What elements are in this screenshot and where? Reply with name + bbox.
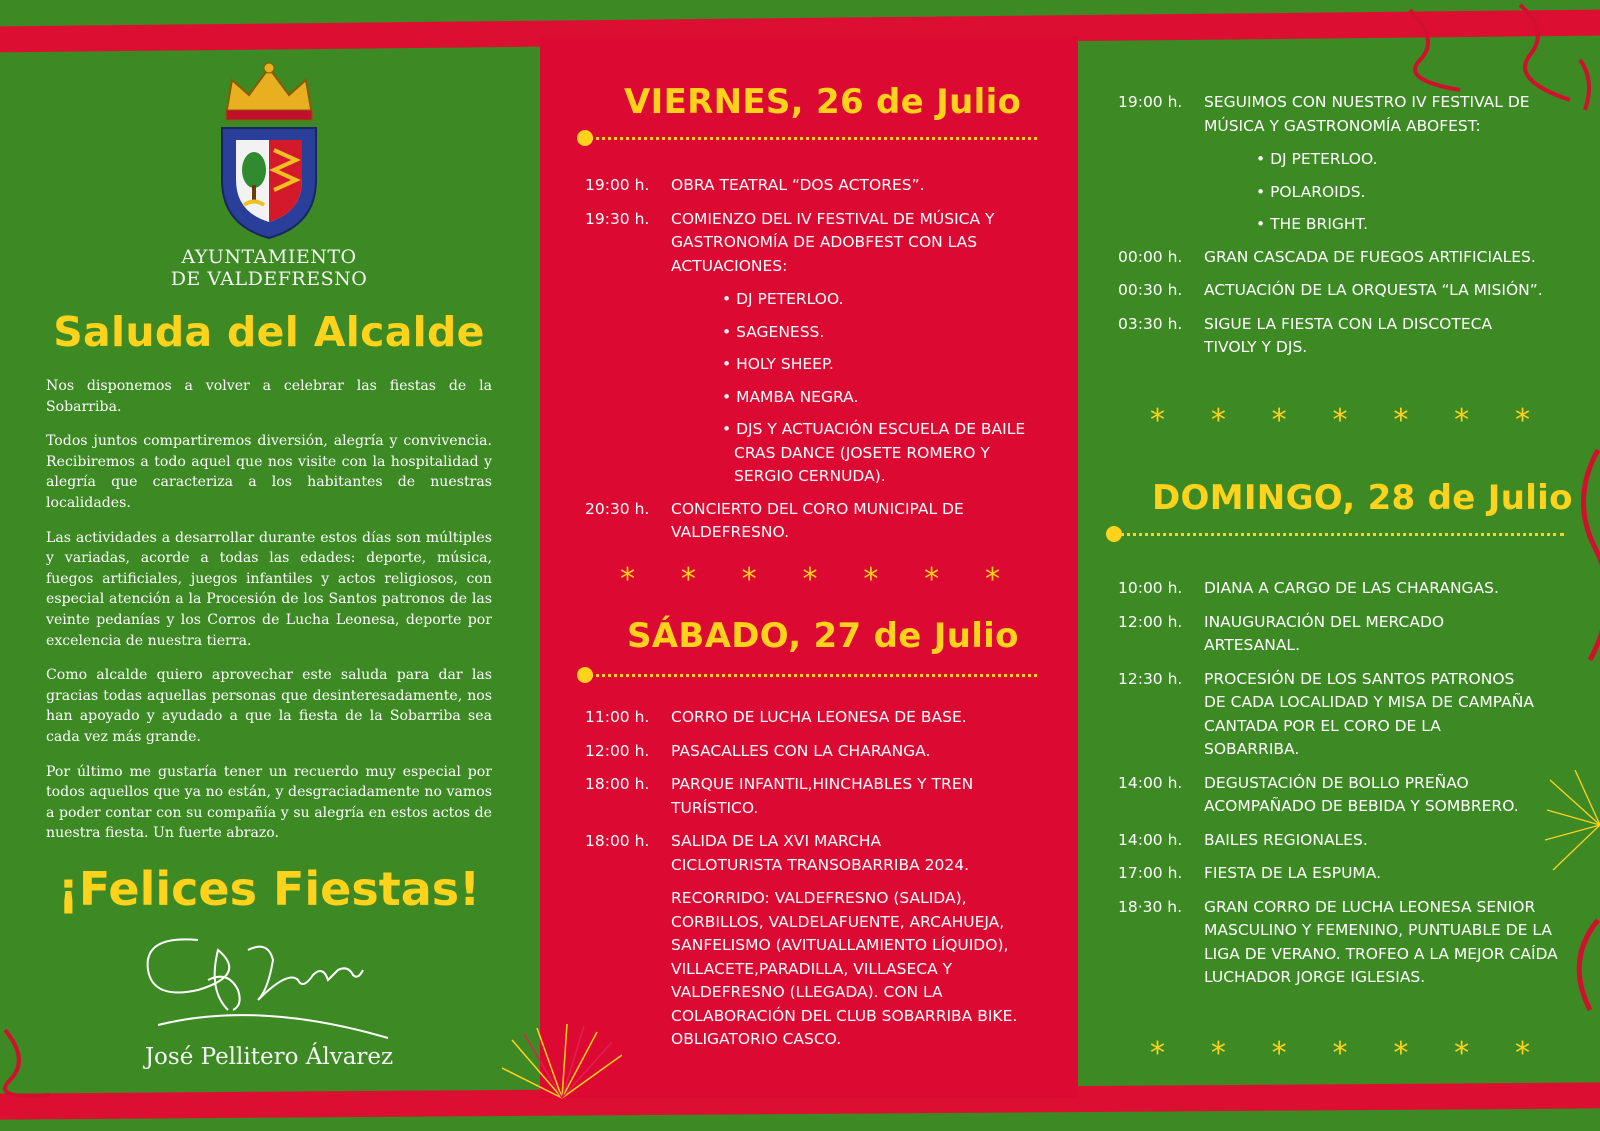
act-item: • SAGENESS. (722, 322, 825, 341)
act-item: • DJS Y ACTUACIÓN ESCUELA DE BAILE CRAS DANCE (JOSETE ROMERO Y SERGIO CERNUDA). (722, 420, 1026, 485)
event-description: SEGUIMOS CON NUESTRO IV FESTIVAL DE MÚSICA Y GASTRONOMÍA ABOFEST: (1204, 93, 1530, 135)
star-icon: * (802, 562, 818, 597)
star-divider-3 (1150, 1036, 1530, 1071)
event-time: 11:00 h. (585, 708, 650, 726)
event-description: GRAN CASCADA DE FUEGOS ARTIFICIALES. (1204, 247, 1536, 266)
greeting-title: Saluda del Alcalde (53, 308, 485, 356)
greeting-paragraph-5: Por último me gustaría tener un recuerdo muy especial por todos aquellos que ya no están, y desgraciadamente no vamos a poder contar con su compañía y su alegría en estos actos de nuestra fiesta. Un fuerte abrazo. (46, 763, 492, 842)
star-icon: * (924, 562, 940, 597)
star-divider-1 (620, 562, 1000, 597)
event-row (1118, 279, 1558, 303)
event-time: 10:00 h. (1118, 579, 1183, 597)
schedule-domingo (1118, 577, 1558, 1000)
event-row (1118, 611, 1558, 658)
event-description: FIESTA DE LA ESPUMA. (1204, 864, 1382, 882)
event-description: PASACALLES CON LA CHARANGA. (671, 741, 931, 760)
act-item: • POLAROIDS. (1256, 182, 1366, 201)
event-time: 19:00 h. (585, 176, 650, 194)
greeting-paragraph-1: Nos disponemos a volver a celebrar las fiestas de la Sobarriba. (46, 378, 492, 415)
event-row (585, 830, 1040, 877)
event-row (585, 498, 1040, 545)
event-description: DEGUSTACIÓN DE BOLLO PREÑAO ACOMPAÑADO DE BEBIDA Y SOMBRERO. (1204, 773, 1519, 815)
event-time: 03:30 h. (1118, 314, 1183, 333)
star-icon: * (863, 562, 879, 597)
event-description: INAUGURACIÓN DEL MERCADO ARTESANAL. (1204, 612, 1445, 654)
acts-list (722, 288, 1040, 489)
dot-icon (577, 667, 593, 683)
event-description: OBRA TEATRAL “DOS ACTORES”. (671, 176, 925, 194)
event-time: 12:00 h. (1118, 612, 1183, 631)
star-icon: * (620, 562, 635, 597)
streamer-right-icon (1560, 440, 1600, 1040)
star-icon: * (1332, 403, 1348, 438)
star-icon: * (1210, 403, 1226, 438)
star-icon: * (1271, 403, 1287, 438)
event-description: BAILES REGIONALES. (1204, 830, 1368, 849)
act-item: • HOLY SHEEP. (722, 355, 834, 373)
event-time: 12:30 h. (1118, 669, 1183, 688)
star-icon: * (1454, 1036, 1470, 1071)
event-description: SIGUE LA FIESTA CON LA DISCOTECA TIVOLY Y DJS. (1204, 314, 1493, 356)
event-time: 19:30 h. (585, 209, 650, 228)
act-item: • MAMBA NEGRA. (722, 387, 859, 406)
event-description: SALIDA DE LA XVI MARCHA CICLOTURISTA TRANSOBARRIBA 2024. (671, 832, 970, 874)
star-icon: * (1150, 403, 1165, 438)
event-row (1118, 862, 1558, 886)
felices-fiestas-heading: ¡Felices Fiestas! (57, 861, 481, 916)
greeting-paragraph-3: Las actividades a desarrollar durante estos días son múltiples y variadas, acorde a todas las edades: deporte, música, fuegos artificiales, juegos infantiles y actos religiosos, con especial atención a la Procesión de los Santos patronos de las veinte pedanías y los Corros de Lucha Leonesa, deporte por excelencia de nuestra tierra. (46, 529, 492, 649)
schedule-sabado-continued (1118, 91, 1558, 370)
star-icon: * (1514, 1036, 1530, 1071)
event-description: CORRO DE LUCHA LEONESA DE BASE. (671, 708, 967, 726)
event-row (1118, 829, 1558, 853)
star-icon: * (1332, 1036, 1348, 1071)
event-description: GRAN CORRO DE LUCHA LEONESA SENIOR MASCULINO Y FEMENINO, PUNTUABLE DE LA LIGA DE VERANO. TROFEO A LA MEJOR CAÍDA LUCHADOR JORGE IGLESIAS. (1204, 897, 1558, 986)
event-row (1118, 577, 1558, 601)
event-time: 14:00 h. (1118, 830, 1183, 849)
star-icon: * (680, 562, 696, 597)
star-icon: * (1210, 1036, 1226, 1071)
route-description: RECORRIDO: VALDEFRESNO (SALIDA), CORBILLOS, VALDELAFUENTE, ARCAHUEJA, SANFELISMO (AVITUALLAMIENTO LÍQUIDO), VILLACETE,PARADILLA, VILLASECA Y VALDEFRESNO (LLEGADA). CON LA COLABORACIÓN DEL CLUB SOBARRIBA BIKE. OBLIGATORIO CASCO. (671, 889, 1018, 1048)
schedule-sabado (585, 706, 1040, 1062)
event-row (585, 174, 1040, 198)
greeting-paragraph-4: Como alcalde quiero aprovechar este saluda para dar las gracias todas aquellas personas que desinteresadamente, nos han apoyado y ayudado a que la fiesta de la Sobarriba sea cada vez más grande. (46, 667, 492, 745)
event-row (585, 773, 1040, 820)
event-row (585, 740, 1040, 764)
day-heading-sabado: SÁBADO, 27 de Julio (627, 616, 1019, 656)
signer-name: José Pellitero Álvarez (144, 1043, 394, 1070)
day-heading-domingo: DOMINGO, 28 de Julio (1152, 478, 1573, 518)
star-icon: * (1393, 1036, 1409, 1071)
event-time: 19:00 h. (1118, 93, 1183, 111)
event-time: 12:00 h. (585, 741, 650, 760)
handwritten-signature-icon (138, 930, 398, 1040)
event-description: CONCIERTO DEL CORO MUNICIPAL DE VALDEFRESNO. (671, 499, 964, 541)
event-row (1118, 246, 1558, 270)
event-description: PROCESIÓN DE LOS SANTOS PATRONOS DE CADA LOCALIDAD Y MISA DE CAMPAÑA CANTADA POR EL CORO DE LA SOBARRIBA. (1204, 669, 1534, 758)
coat-of-arms-icon (214, 60, 324, 240)
star-icon: * (1393, 403, 1409, 438)
star-icon: * (1150, 1036, 1165, 1071)
event-description: COMIENZO DEL IV FESTIVAL DE MÚSICA Y GASTRONOMÍA DE ADOBFEST CON LAS ACTUACIONES: (671, 209, 995, 275)
event-row (1118, 668, 1558, 762)
day-underline-domingo (1114, 533, 1564, 536)
star-icon: * (1514, 403, 1530, 438)
act-item: • THE BRIGHT. (1256, 215, 1369, 233)
schedule-viernes (585, 174, 1040, 555)
event-description: PARQUE INFANTIL,HINCHABLES Y TREN TURÍSTICO. (671, 775, 974, 817)
event-time: 14:00 h. (1118, 773, 1183, 792)
route-row (585, 887, 1040, 1052)
event-row (1118, 896, 1558, 990)
town-council-line1: AYUNTAMIENTO (181, 246, 357, 268)
star-icon: * (1454, 403, 1470, 438)
star-icon: * (741, 562, 757, 597)
act-item: • DJ PETERLOO. (722, 290, 844, 308)
star-divider-2 (1150, 403, 1530, 438)
event-time: 00:00 h. (1118, 247, 1183, 266)
mayor-greeting-column (46, 60, 492, 1070)
dot-icon (1106, 526, 1122, 542)
day-underline-sabado (585, 674, 1037, 677)
dot-icon (577, 130, 593, 146)
greeting-paragraph-2: Todos juntos compartiremos diversión, alegría y convivencia. Recibiremos a todo aquel que nos visite con la hospitalidad y alegría que caracteriza a los habitantes de nuestras localidades. (46, 433, 492, 511)
event-description: ACTUACIÓN DE LA ORQUESTA “LA MISIÓN”. (1204, 281, 1543, 299)
day-underline-viernes (585, 137, 1037, 140)
event-time: 00:30 h. (1118, 281, 1183, 299)
event-row (585, 208, 1040, 279)
event-time: 17:00 h. (1118, 864, 1183, 882)
event-row (1118, 91, 1558, 138)
acts-list (1256, 148, 1558, 237)
event-time: 18·30 h. (1118, 897, 1183, 916)
event-time: 18:00 h. (585, 832, 650, 850)
star-icon: * (984, 562, 1000, 597)
event-row (1118, 772, 1558, 819)
act-item: • DJ PETERLOO. (1256, 150, 1378, 168)
event-time: 20:30 h. (585, 499, 650, 518)
event-row (1118, 313, 1558, 360)
event-description: DIANA A CARGO DE LAS CHARANGAS. (1204, 579, 1499, 597)
town-council-line2: DE VALDEFRESNO (170, 268, 368, 290)
town-council-name (46, 246, 492, 290)
event-row (585, 706, 1040, 730)
event-time: 18:00 h. (585, 775, 650, 793)
star-icon: * (1271, 1036, 1287, 1071)
day-heading-viernes: VIERNES, 26 de Julio (624, 82, 1022, 122)
